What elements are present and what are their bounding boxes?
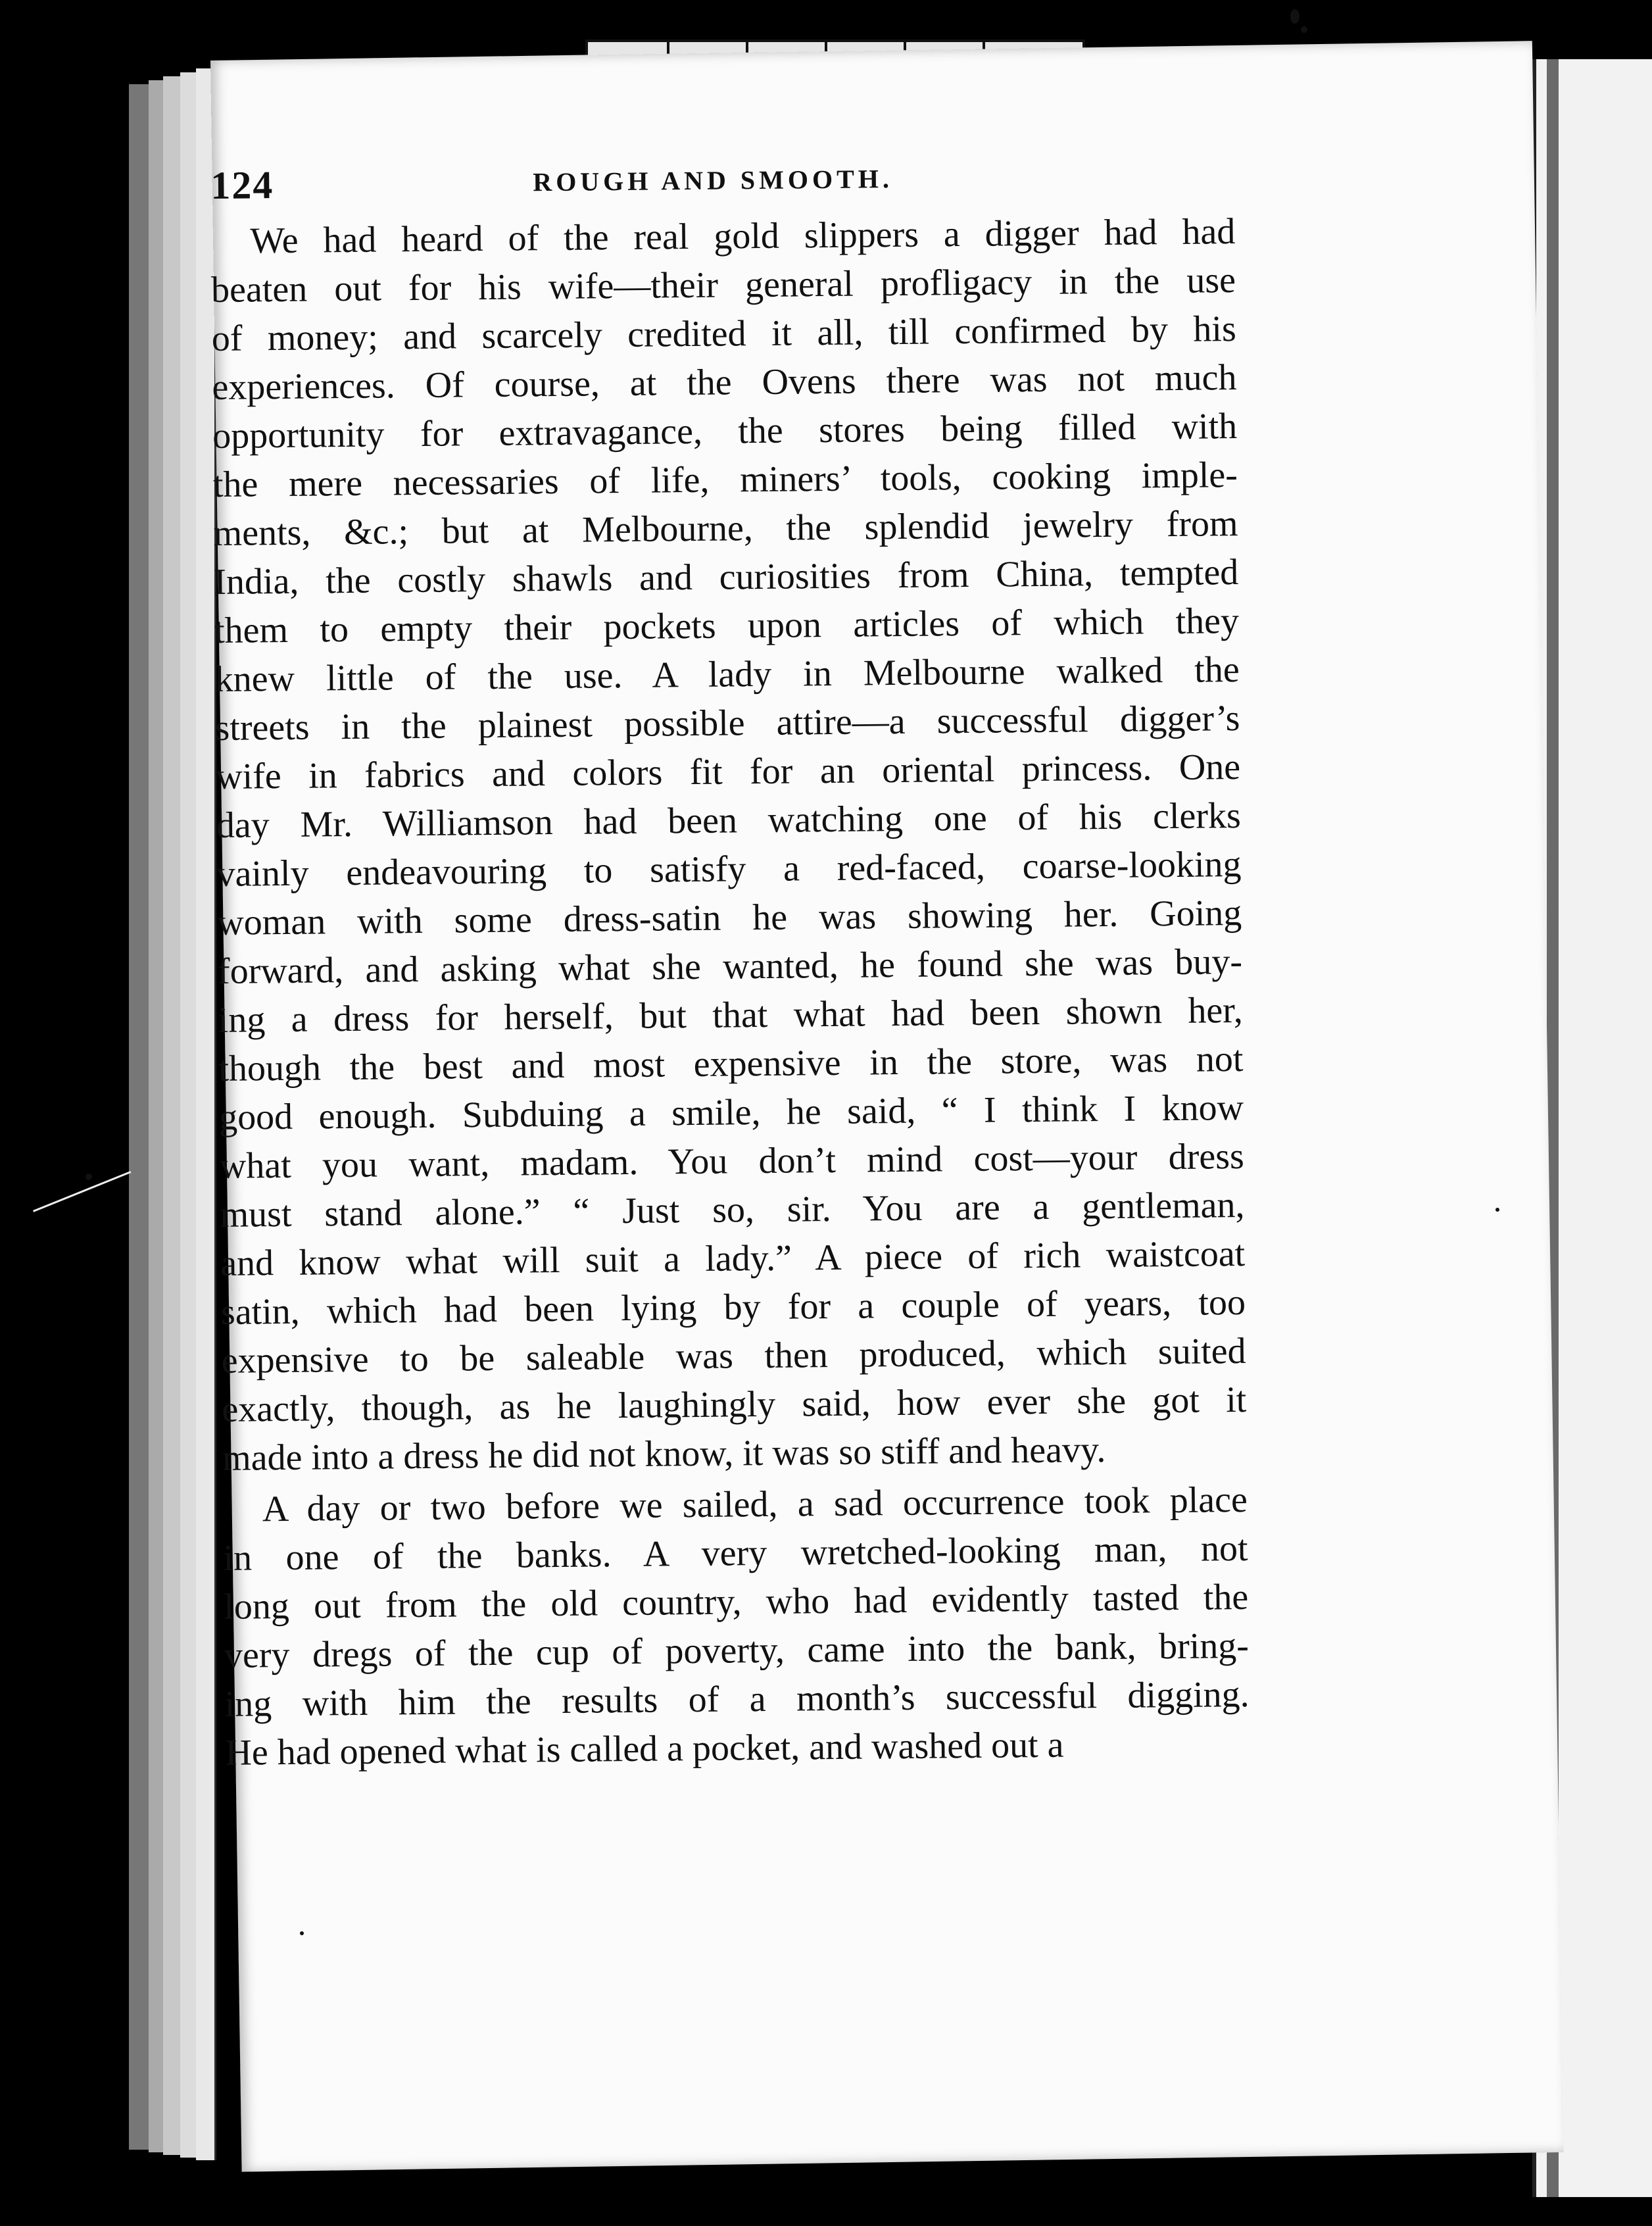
- text-line: very dregs of the cup of poverty, came into the bank, bring-: [224, 1625, 1250, 1676]
- text-line: expensive to be saleable was then produced, which suited: [221, 1330, 1246, 1381]
- text-line: the mere necessaries of life, miners’ tools, cooking imple-: [212, 455, 1238, 505]
- page-edge: [163, 76, 182, 2155]
- text-line: We had heard of the real gold slippers a digger had had: [250, 211, 1236, 262]
- text-line: and know what will suit a lady.” A piece of rich waistcoat: [220, 1233, 1246, 1284]
- text-line: satin, which had been lying by for a couple of years, too: [220, 1281, 1246, 1333]
- page-edge: [180, 72, 198, 2158]
- text-line: day Mr. Williamson had been watching one of his clerks: [216, 795, 1242, 846]
- text-line: of money; and scarcely credited it all, till confirmed by his: [211, 309, 1237, 359]
- text-line: good enough. Subduing a smile, he said, “ I think I know: [218, 1087, 1244, 1138]
- text-line: vainly endeavouring to satisfy a red-faced, coarse-looking: [216, 843, 1242, 895]
- text-line: made into a dress he did not know, it was so stiff and heavy.: [222, 1429, 1106, 1479]
- text-line: India, the costly shawls and curiosities from China, tempted: [214, 552, 1239, 603]
- body-text: [210, 207, 1250, 1777]
- page-number: 124: [210, 163, 274, 207]
- text-line: beaten out for his wife—their general profligacy in the use: [210, 260, 1236, 310]
- text-line: in one of the banks. A very wretched-looking man, not: [223, 1527, 1248, 1579]
- text-line: experiences. Of course, at the Ovens there was not much: [212, 357, 1237, 408]
- text-line: long out from the old country, who had evidently tasted the: [223, 1576, 1249, 1627]
- text-line: A day or two before we sailed, a sad occurrence took place: [262, 1479, 1248, 1530]
- text-line: exactly, though, as he laughingly said, how ever she got it: [222, 1379, 1247, 1430]
- text-line: opportunity for extravagance, the stores being filled with: [212, 406, 1238, 457]
- text-line: forward, and asking what she wanted, he found she was buy-: [217, 941, 1243, 992]
- dust-speck: [1301, 26, 1307, 33]
- text-line: streets in the plainest possible attire—a successful digger’s: [215, 698, 1240, 749]
- dust-speck: [300, 1931, 304, 1935]
- text-line: knew little of the use. A lady in Melbourne walked the: [214, 649, 1240, 700]
- scratch-mark: [33, 1171, 131, 1212]
- text-line: ing a dress for herself, but that what had been shown her,: [218, 989, 1243, 1041]
- text-line: ing with him the results of a month’s successful digging.: [224, 1673, 1250, 1725]
- dust-speck: [1495, 1208, 1499, 1212]
- text-line: ments, &c.; but at Melbourne, the splendid jewelry from: [213, 503, 1238, 554]
- dust-speck: [85, 1174, 92, 1180]
- page-edge: [129, 84, 151, 2150]
- paragraph: [223, 1475, 1250, 1777]
- dust-speck: [1290, 9, 1300, 24]
- text-line: must stand alone.” “ Just so, sir. You are a gentleman,: [220, 1184, 1245, 1235]
- text-line: wife in fabrics and colors fit for an oriental princess. One: [215, 747, 1241, 797]
- text-line: them to empty their pockets upon articles of which they: [214, 601, 1240, 651]
- text-line: though the best and most expensive in the store, was not: [218, 1038, 1244, 1089]
- text-line: He had opened what is called a pocket, and washed out a: [225, 1724, 1064, 1773]
- text-line: woman with some dress-satin he was showing her. Going: [217, 892, 1242, 943]
- text-line: what you want, madam. You don’t mind cost—your dress: [219, 1135, 1245, 1187]
- paragraph: [210, 207, 1247, 1483]
- running-head-title: ROUGH AND SMOOTH.: [533, 164, 894, 197]
